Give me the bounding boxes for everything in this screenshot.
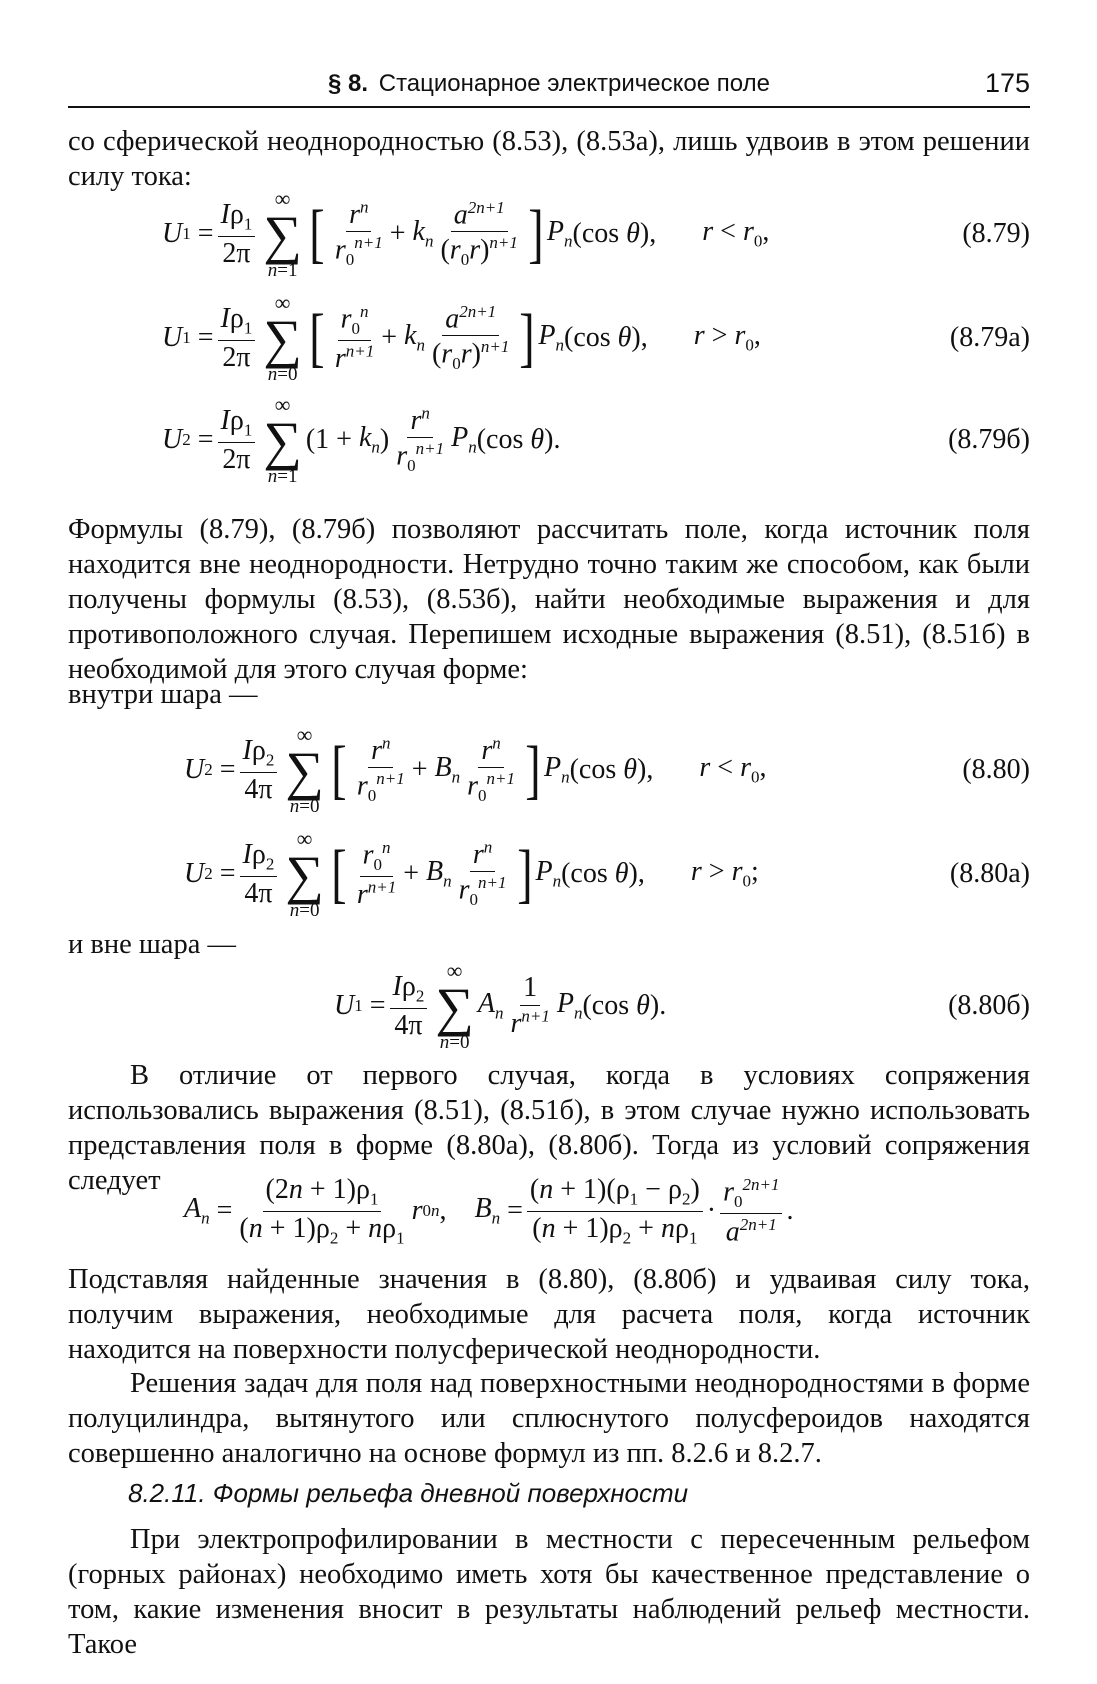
- section-heading: [68, 70, 1030, 98]
- paragraph-formulas: Формулы (8.79), (8.79б) позволяют рассчитать поле, когда источник поля находится вне неоднородности. Нетрудно точно таким же способом, как были получены формулы (8.53), (8.53б), найти необходимые выражения и для противоположного случая. Перепишем исходные выражения (8.51), (8.51б) в необходимой для этого случая форме:: [68, 514, 1030, 685]
- equation-8-79: U 1 = $\frac{I\rho_1}{2\pi}$ ∞ ∑ n=1 [ $\frac{r^n}{r_0^{n+1}}$ + $k_n$ $\frac{a^{2n+1}}{(r_0r)^{n+1}}$ ] $P_n$ (cos θ ), $r < r_0$, (8.79): [162, 185, 1030, 282]
- paragraph-substituting: Подставляя найденные значения в (8.80), (8.80б) и удваивая силу тока, получим выражения, необходимые для расчета поля, когда источник находится на поверхности полусферической неоднородности.: [68, 1264, 1030, 1365]
- equation-coefficients: $A_n$ = $\frac{(2n + 1)\rho_1}{(n + 1)\rho_2 + n\rho_1}$ r 0 n , $B_n$ = $\frac{(n + 1)(\rho_1 - \rho_2)}{(n + 1)\rho_2 + n\rho_1}$ · $\frac{r_0^{2n+1}}{a^{2n+1}}$ .: [184, 1174, 794, 1248]
- equation-number: (8.80а): [949, 858, 1030, 889]
- running-header: [68, 66, 1030, 108]
- equation-number: (8.80б): [948, 990, 1030, 1021]
- equation-8-79a: U 1 = $\frac{I\rho_1}{2\pi}$ ∞ ∑ n=0 [ $\frac{r_0^n}{r^{n+1}}$ + $k_n$ $\frac{a^{2n+1}}{(r_0r)^{n+1}}$ ] $P_n$ (cos θ ), $r > r_0$, (8.79а): [162, 289, 1030, 386]
- equation-number: (8.79): [962, 218, 1030, 249]
- paragraph-electroprofiling: При электропрофилировании в местности с пересеченным рельефом (горных районах) необходимо иметь хотя бы качественное представление о том, какие изменения вносит в результаты наблюдений рельеф местности. Такое: [68, 1524, 1030, 1660]
- equation-8-80: U 2 = $\frac{I\rho_2}{4\pi}$ ∞ ∑ n=0 [ $\frac{r^n}{r_0^{n+1}}$ + $B_n$ $\frac{r^n}{r_0^{n+1}}$ ] $P_n$ (cos θ ), $r < r_0$, (8.80): [184, 721, 1030, 818]
- page-number: 175: [984, 68, 1030, 98]
- equation-8-80b: U 1 = $\frac{I\rho_2}{4\pi}$ ∞ ∑ n=0 $A_n$ $\frac{1}{r^{n+1}}$ $P_n$ (cos θ ). (8.80б): [334, 957, 1030, 1054]
- equation-number: (8.79б): [948, 424, 1030, 455]
- equation-number: (8.80): [962, 754, 1030, 785]
- paragraph-solutions: Решения задач для поля над поверхностными неоднородностями в форме полуцилиндра, вытянутого или сплюснутого полусфероидов находятся совершенно аналогично на основе формул из пп. 8.2.6 и 8.2.7.: [68, 1368, 1030, 1469]
- subsection-title: 8.2.11. Формы рельефа дневной поверхности: [128, 1478, 689, 1508]
- equation-8-79b: U 2 = $\frac{I\rho_1}{2\pi}$ ∞ ∑ n=1 (1 + $k_n$ ) $\frac{r^n}{r_0^{n+1}}$ $P_n$ (cos θ ). (8.79б): [162, 391, 1030, 488]
- text-inside-sphere: внутри шара —: [68, 679, 258, 710]
- section-title: Стационарное электрическое поле: [378, 70, 770, 97]
- equation-8-80a: U 2 = $\frac{I\rho_2}{4\pi}$ ∞ ∑ n=0 [ $\frac{r_0^n}{r^{n+1}}$ + $B_n$ $\frac{r^n}{r_0^{n+1}}$ ] $P_n$ (cos θ ), $r > r_0$; (8.80а): [184, 825, 1030, 922]
- equation-number: (8.79а): [949, 322, 1030, 353]
- paragraph-intro: со сферической неоднородностью (8.53), (8.53а), лишь удвоив в этом решении силу тока:: [68, 126, 1030, 192]
- text-outside-sphere: и вне шара —: [68, 929, 236, 960]
- paragraph-difference: В отличие от первого случая, когда в условиях сопряжения использовались выражения (8.51), (8.51б), в этом случае нужно использовать представления поля в форме (8.80а), (8.80б). Тогда из условий сопряжения следует: [68, 1060, 1030, 1196]
- section-mark: § 8.: [328, 70, 369, 97]
